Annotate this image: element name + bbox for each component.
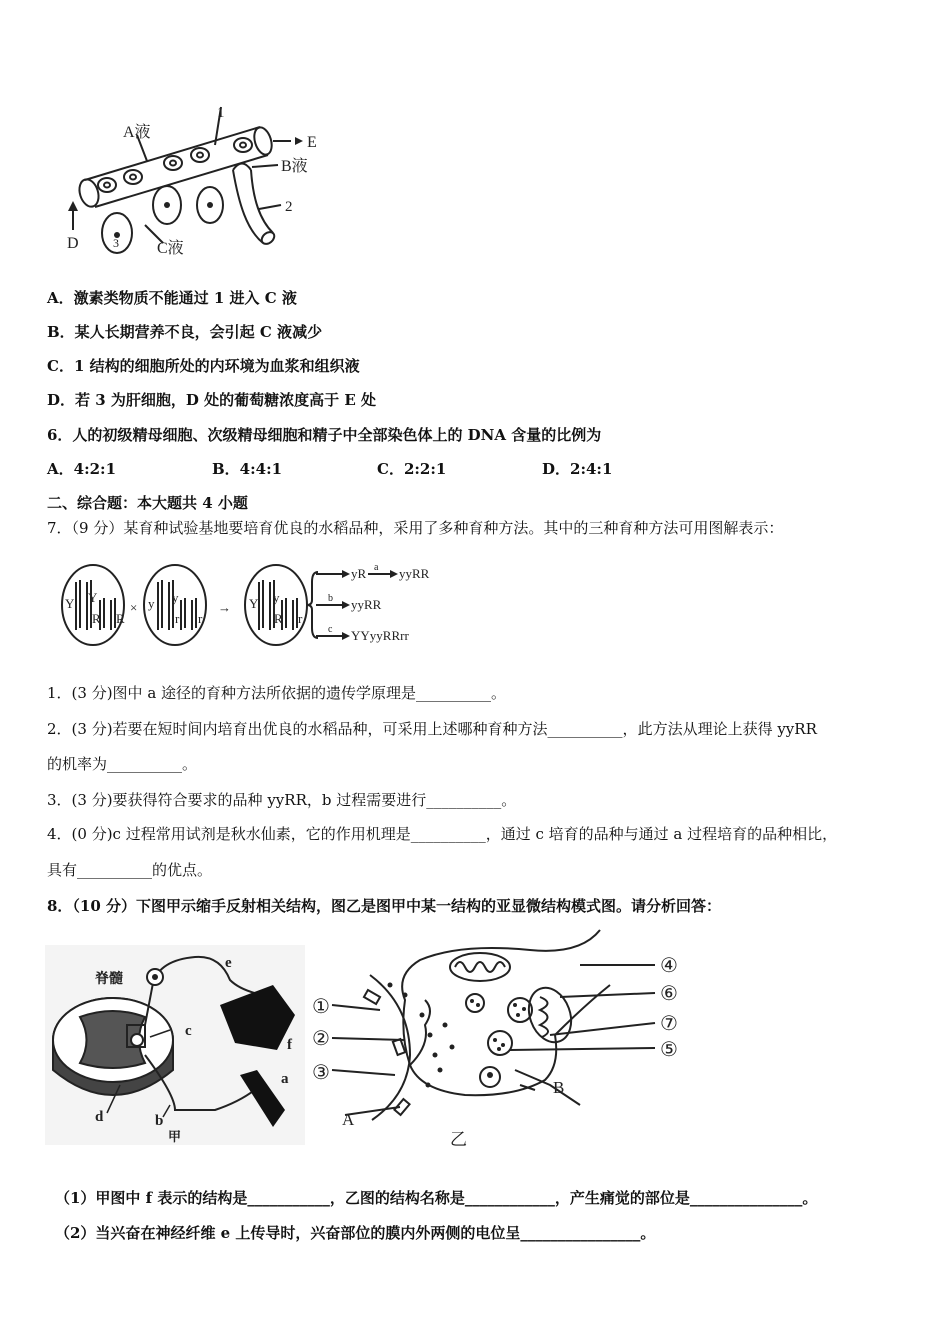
label-yi-B: B <box>553 1078 565 1097</box>
cell2-gene-y2: y <box>172 590 179 605</box>
q7-sub2-line2: 的机率为__________。 <box>47 755 198 773</box>
q7-sub2-line1: 2．(3 分)若要在短时间内培育出优良的水稻品种，可采用上述哪种育种方法__________，此方法从理论上获得 yyRR <box>47 720 817 738</box>
cell3-gene-y2: y <box>273 590 280 605</box>
breeding-diagram <box>60 560 440 655</box>
q5-option-c: C．1 结构的细胞所处的内环境为血浆和组织液 <box>47 357 360 375</box>
q7-stem: 7．（9 分）某育种试验基地要培育优良的水稻品种，采用了多种育种方法。其中的三种育种方法可用图解表示： <box>47 519 784 537</box>
label-2: 2 <box>285 199 293 215</box>
q6-option-d: D．2:4:1 <box>542 460 613 478</box>
q5-option-b: B．某人长期营养不良，会引起 C 液减少 <box>47 323 323 341</box>
q5-option-d: D．若 3 为肝细胞，D 处的葡萄糖浓度高于 E 处 <box>47 391 376 409</box>
q5-option-a: A．激素类物质不能通过 1 进入 C 液 <box>47 289 297 307</box>
q6-stem: 6．人的初级精母细胞、次级精母细胞和精子中全部染色体上的 DNA 含量的比例为 <box>47 426 602 444</box>
label-1: 1 <box>217 105 225 121</box>
q7-sub1: 1．(3 分)图中 a 途径的育种方法所依据的遗传学原理是__________。 <box>47 684 507 702</box>
cell1-gene-r1: R <box>92 611 101 626</box>
label-yi-2: ② <box>312 1028 330 1050</box>
label-yi-6: ⑥ <box>660 983 678 1005</box>
path-b-label: b <box>328 593 333 604</box>
q7-sub3: 3．(3 分)要获得符合要求的品种 yyRR，b 过程需要进行__________。 <box>47 791 517 809</box>
q8-sub2: （2）当兴奋在神经纤维 e 上传导时，兴奋部位的膜内外两侧的电位呈________________。 <box>55 1224 656 1242</box>
cell2-gene-y1: y <box>148 596 155 611</box>
label-e: E <box>307 134 317 151</box>
synapse-diagram <box>310 925 700 1150</box>
label-jia-e: e <box>225 955 232 971</box>
caption-jia: 甲 <box>168 1129 182 1144</box>
q8-stem: 8．（10 分）下图甲示缩手反射相关结构，图乙是图甲中某一结构的亚显微结构模式图。请分析回答： <box>47 897 722 915</box>
label-3: 3 <box>113 236 119 250</box>
q6-option-c: C．2:2:1 <box>377 460 447 478</box>
label-jia-c: c <box>185 1023 192 1039</box>
label-jia-b: b <box>155 1113 164 1129</box>
label-d: D <box>67 235 79 252</box>
cell3-gene-r2: r <box>298 611 303 626</box>
cell3-gene-r1: R <box>274 611 283 626</box>
q7-sub4-line2: 具有__________的优点。 <box>47 861 213 879</box>
reflex-arc-diagram <box>45 945 305 1145</box>
label-spinal-cord: 脊髓 <box>95 972 123 987</box>
label-yi-7: ⑦ <box>660 1013 678 1035</box>
label-yi-4: ④ <box>660 955 678 977</box>
label-b-fluid: B液 <box>281 158 308 175</box>
path-b-product: yyRR <box>351 597 382 612</box>
arrow-sign: → <box>218 600 231 615</box>
label-a-fluid: A液 <box>123 124 151 141</box>
label-yi-3: ③ <box>312 1062 330 1084</box>
q8-sub1: （1）甲图中 f 表示的结构是___________，乙图的结构名称是____________，产生痛觉的部位是_______________。 <box>55 1189 818 1207</box>
cell1-gene-y1: Y <box>65 596 75 611</box>
q6-option-a: A．4:2:1 <box>47 460 117 478</box>
path-a-product2: yyRR <box>399 566 430 581</box>
label-jia-d: d <box>95 1109 104 1125</box>
path-c-label: c <box>328 624 333 635</box>
times-sign: × <box>130 600 138 615</box>
q7-sub4-line1: 4．(0 分)c 过程常用试剂是秋水仙素，它的作用机理是__________，通过 c 培育的品种与通过 a 过程培育的品种相比， <box>47 825 838 843</box>
label-jia-a: a <box>281 1071 289 1087</box>
path-c-product: YYyyRRrr <box>351 628 409 643</box>
label-yi-5: ⑤ <box>660 1039 678 1061</box>
q6-option-b: B．4:4:1 <box>212 460 283 478</box>
section-title: 二、综合题：本大题共 4 小题 <box>47 494 248 512</box>
cell2-gene-r2: r <box>198 611 203 626</box>
cell1-gene-r2: R <box>116 611 125 626</box>
circulation-diagram <box>55 105 325 265</box>
cell2-gene-r1: r <box>175 611 180 626</box>
label-yi-A: A <box>342 1110 355 1129</box>
label-c-fluid: C液 <box>157 240 184 257</box>
label-yi-1: ① <box>312 996 330 1018</box>
cell1-gene-y2: Y <box>88 590 98 605</box>
path-a-label: a <box>374 562 379 573</box>
label-jia-f: f <box>287 1037 292 1053</box>
cell3-gene-y1: Y <box>249 596 259 611</box>
caption-yi: 乙 <box>450 1130 467 1149</box>
path-a-product1: yR <box>351 566 367 581</box>
